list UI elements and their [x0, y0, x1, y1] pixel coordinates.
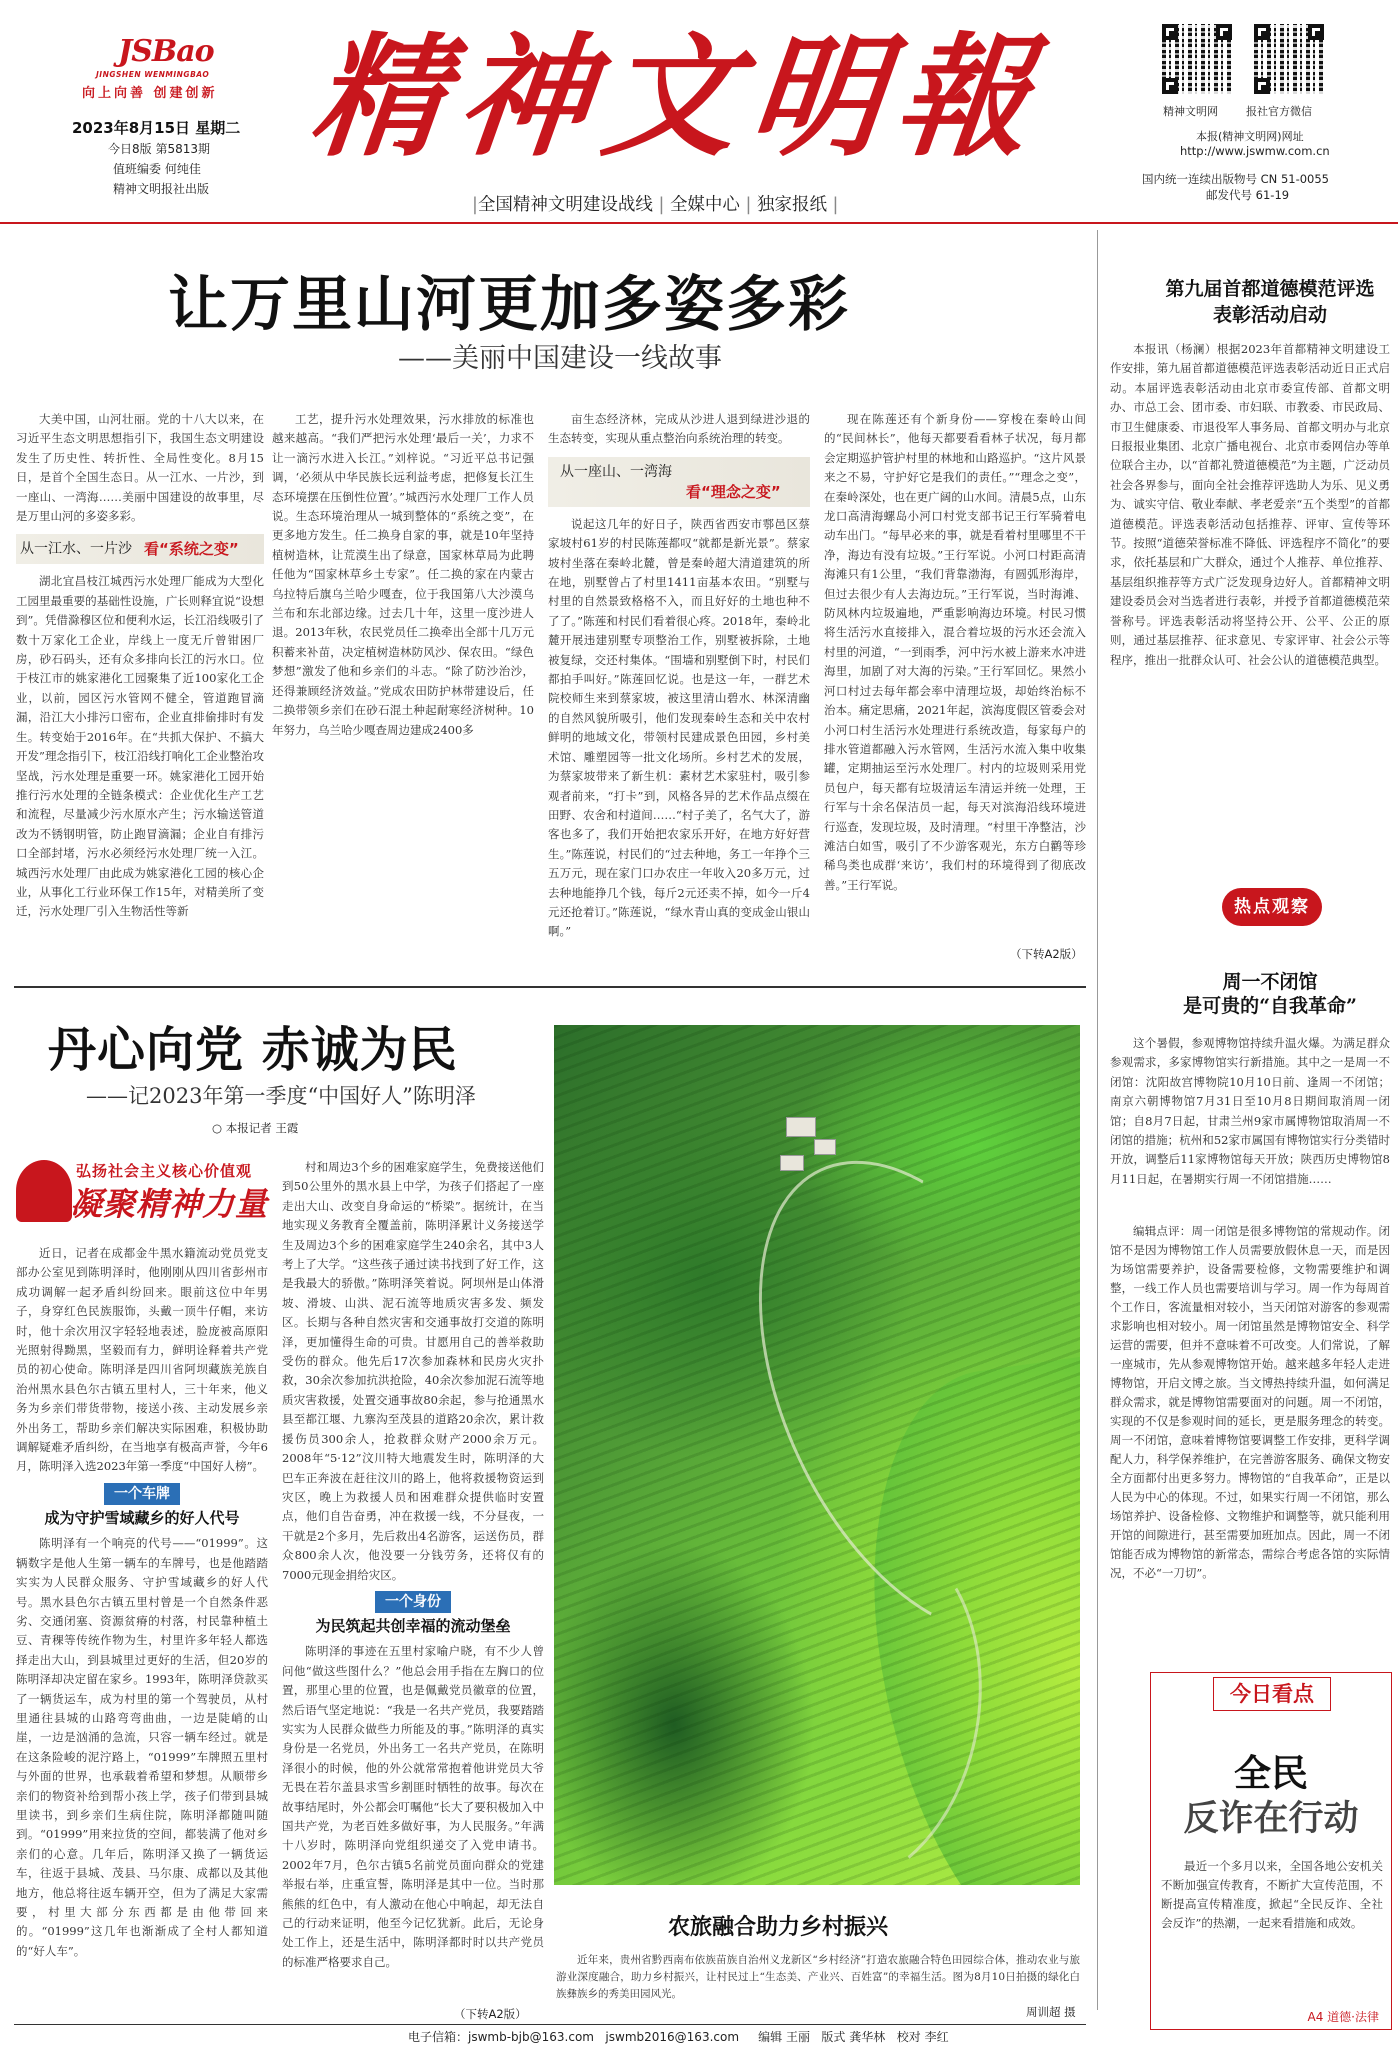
- banner-line2: 凝聚精神力量: [70, 1185, 269, 1223]
- lead-paragraph: 现在陈莲还有个新身份——穿梭在秦岭山间的“民间林长”，他每天都要看看林子状况，每月都会定期巡护管护村里的林地和山路巡护。“这片风景来之不易，守护好它是我们的责任。”“理念之变”，在秦岭深处，也在更广阔的山水间。清晨5点，山东龙口高清海螺岛小河口村党支部书记王行军骑着电动车出门。“每早必来的事，就是看着村里哪里不干净，海边有没有垃圾。”王行军说。小河口村距高清海滩只有1公里，“我们背靠渤海，有圆弧形海岸，但过去很少有人去海边玩。”王行军说，当时海滩、防风林内垃圾遍地，严重影响海边环境。村民习惯将生活污水直接排入，混合着垃圾的污水还会流入村里的河道，“一到雨季，河中污水被上游来水冲进海里，加剧了对大海的污染。”王行军回忆。果然小河口村过去每年都会率中清理垃圾，却始终治标不治本。痛定思痛，2021年起，滨海度假区管委会对小河口村生活污水处理进行系统改造，每家每户的排水管道都融入污水管网，生活污水流入集中收集罐，定期抽运至污水处理厂。村内的垃圾则采用党员包户，每天都有垃圾清运车清运并统一处理，王行军与十余名保洁员一起，每天对滨海沿线环境进行巡查，发现垃圾，及时清理。“村里干净整洁，沙滩洁白如雪，吸引了不少游客观光，东方白鹳等珍稀鸟类也成群‘来访’，我们村的环境得到了彻底改善。”王行军说。: [824, 412, 1086, 892]
- proof-label: 校对: [896, 2030, 921, 2044]
- proof-name: 李红: [924, 2030, 949, 2044]
- email-2[interactable]: jswmb2016@163.com: [605, 2030, 740, 2044]
- lead-paragraph: 亩生态经济林，完成从沙进人退到绿进沙退的生态转变，实现从重点整治向系统治理的转变。: [548, 412, 810, 446]
- second-paragraph: 陈明泽的事迹在五里村家喻户晓，有不少人曾问他“做这些图什么？”他总会用手指在左胸口的位置，那里心里的位置，也是佩戴党员徽章的位置，然后语气坚定地说：“我是一名共产党员，我要踏踏实实为人民群众做些力所能及的事。”陈明泽的真实身份是一名党员，外出务工一名共产党员，在陈明泽很小的时候，他的外公就常常抱着他讲党员大爷无畏在若尔盖县求雪乡割匪时牺牲的故事。每次在故事结尾时，外公都会叮嘱他“长大了要积极加入中国共产党，为老百姓多做好事，为人民服务。”年满十八岁时，陈明泽向党组织递交了入党申请书。2002年7月，色尔古镇5名前党员面向群众的党建举报右举，庄重宣誓，陈明泽是其中一位。当时那熊熊的红色中，有人激动在他心中响起，却无法自己的行动来证明，他至今记忆犹新。此后，无论身处工作上，还是生活中，陈明泽都时时以共产党员的标准严格要求自己。: [282, 1644, 544, 1969]
- subhead-b: 为民筑起共创幸福的流动堡垒: [315, 1616, 511, 1635]
- second-subhead: ——记2023年第一季度“中国好人”陈明泽: [86, 1084, 476, 1108]
- lead-continued: （下转A2版）: [1010, 947, 1083, 961]
- site-url[interactable]: http://www.jswmw.com.cn: [1180, 144, 1330, 158]
- lead-paragraph: 说起这几年的好日子，陕西省西安市鄠邑区蔡家坡村61岁的村民陈莲都叹“就都是新光景”。蔡家坡村坐落在秦岭北麓，曾是秦岭超大清道建筑的所在地，别墅曾占了村里1411亩基本农田。“别墅与村里的自然景致格格不入，而且好好的土地也种不了了。”陈莲和村民们看着很心疼。2018年，秦岭北麓开展违建别墅专项整治工作，别墅被拆除，土地被复绿，交还村集体。“围墙和别墅倒下时，村民们都拍手叫好。”陈莲回忆说。也是这一年，一群艺术院校师生来到蔡家坡，被这里清山碧水、林深清幽的自然风貌所吸引，他们发现秦岭生态和关中农村鲜明的地域文化，带领村民建成景色田园，乡村美术馆、雕塑园等一批文化场所。乡村艺术的发展，为蔡家坡带来了新生机：素材艺术家驻村，吸引参观者前来，“打卡”到，风格各异的艺术作品点缀在田野、农舍和村道间……“村子美了，名气大了，游客也多了，我们开始把农家乐开好，在地方好好营生。”陈莲说，村民们的“过去种地，务工一年挣个三五万元，现在家门口办农庄一年收入20多万元，过去种地能挣几个钱，每斤2元还卖不掉，如今一斤4元还抢着订。”陈莲说，“绿水青山真的变成金山银山啊。”: [548, 516, 810, 939]
- kicker-concept: [548, 457, 810, 507]
- kicker-b: 看“理念之变”: [686, 482, 781, 501]
- lead-col-4: [824, 410, 1086, 945]
- landscape-photo: [554, 1025, 1080, 1885]
- lead-paragraph: 湖北宜昌枝江城西污水处理厂能成为大型化工园里最重要的基础性设施，广长则释宜说“设想到”。凭借滁穆区位和便利水运，长江沿线吸引了数十万家化工企业，岸线上一度无斤曾钳困厂房，砂石码头，还有众多排向长江的污水口。位于枝江市的姚家港化工园聚集了近100家化工企业，以前，园区污水管网不健全，管道跑冒滴漏，沿江大小排污口密布，企业直排偷排时有发生。转变始于2016年。在“共抓大保护、不搞大开发”理念指引下，枝江沿线打响化工企业整治攻坚战，污水处理是重要一环。姚家港化工园开始推行污水处理的全链条模式：企业优化生产工艺和流程，尽量减少污水原水产生；污水输送管道改为不锈钢明管，防止跑冒滴漏；企业自有排污口全部封堵，污水必须经污水处理厂统一入江。城西污水处理厂由此成为姚家港化工园的核心企业，从事化工行业环保工作15年，对精美所了变迁，污水处理厂引入生物活性等新: [16, 574, 264, 919]
- top-nav: |全国精神文明建设战线 | 全媒中心 | 独家报纸 |: [472, 195, 839, 215]
- nav-item[interactable]: 全媒中心: [669, 195, 740, 215]
- lead-paragraph: 大美中国，山河壮丽。党的十八大以来，在习近平生态文明思想指引下，我国生态文明建设发生了历史性、转折性、全局性变化。8月15日，是首个全国生态日。从一江水、一片沙，到一座山、一湾海……美丽中国建设的故事里，尽是万里山河的多姿多彩。: [16, 412, 264, 524]
- qr-code-wechat[interactable]: [1254, 24, 1324, 94]
- date-line: 2023年8月15日 星期二: [72, 119, 241, 137]
- photo-house: [786, 1117, 816, 1137]
- footer-rule: [14, 2024, 1086, 2025]
- today-box: [1150, 1672, 1392, 2030]
- publisher: 精神文明报社出版: [113, 182, 210, 196]
- lead-col-2: [272, 410, 534, 955]
- photo-caption-title: 农旅融合助力乡村振兴: [668, 1914, 889, 1940]
- sidebar-top-body: 本报讯（杨澜）根据2023年首都精神文明建设工作安排，第九届首都道德模范评选表彰活动近日正式启动。本届评选表彰活动由北京市委宣传部、首都文明办、市总工会、团市委、市妇联、市教委、市民政局、市卫生健康委、市退役军人事务局、首都文明办与北京日报报业集团、北京广播电视台、北京市委网信办等单位联合主办，以“首都礼赞道德模范”为主题，广泛动员社会各界参与，面向全社会推荐评选助人为乐、见义勇为、诚实守信、敬业奉献、孝老爱亲“五个类型”的首都道德模范。评选表彰活动包括推荐、评审、宣传等环节。按照“道德荣誉标准不降低、评选程序不简化”的要求，依托基层和广大群众，通过个人推荐、单位推荐、基层组织推荐等方式广泛发现身边好人。首都精神文明建设委员会对当选者进行表彰，并授予首都道德模范荣誉称号。评选表彰活动将坚持公开、公平、公正的原则，通过基层推荐、征求意见、专家评审、社会公示等程序，推出一批群众认可、社会公认的道德模范典型。: [1110, 342, 1390, 667]
- layout-name: 龚华林: [849, 2030, 886, 2044]
- banner-line1: 弘扬社会主义核心价值观: [76, 1162, 253, 1180]
- logo-pinyin: JINGSHEN WENMINGBAO: [96, 70, 210, 79]
- kicker-b: 看“系统之变”: [144, 540, 239, 559]
- sidebar-top-headline: 第九届首都道德模范评选表彰活动启动: [1165, 278, 1375, 326]
- qr-code-website[interactable]: [1162, 24, 1232, 94]
- op-body: 这个暑假，参观博物馆持续升温火爆。为满足群众参观需求，多家博物馆实行新措施。其中之一是周一不闭馆：沈阳故宫博物院10月10日前、逢周一不闭馆；南京六朝博物馆7月31日至10月8日期间取消周一闭馆；自8月7日起，甘肃兰州9家市属博物馆取消周一不闭馆的措施；杭州和52家市属国有博物馆实行分类错时开放，调整后11家博物馆每天开放；陕西历史博物馆8月11日起，在暑期实行周一不闭馆措施……: [1110, 1036, 1390, 1186]
- edition-line: 今日8版 第5813期: [108, 142, 210, 156]
- footer: [408, 2028, 949, 2045]
- today-head2: 反诈在行动: [1183, 1798, 1359, 1839]
- subhead-a: 成为守护雪域藏乡的好人代号: [44, 1508, 240, 1527]
- lead-subhead: ——美丽中国建设一线故事: [398, 343, 722, 374]
- nav-item[interactable]: 独家报纸: [756, 195, 827, 215]
- slogan: 向上向善 创建创新: [82, 86, 218, 101]
- kicker-a: 从一江水、一片沙: [20, 541, 132, 558]
- masthead-title: 精神文明報: [304, 20, 1051, 175]
- hot-tag-badge: 热点观察: [1222, 888, 1322, 926]
- second-paragraph: 陈明泽有一个响亮的代号——“01999”。这辆数字是他人生第一辆车的车牌号，也是他踏踏实实为人民群众服务、守护雪域藏乡的好人代号。黑水县色尔古镇五里村曾是一个自然条件恶劣、交通闭塞、资源贫瘠的村落，村民靠种植土豆、青稞等传统作物为生，村里许多年轻人都选择走出大山，到县城里过更好的生活，但20岁的陈明泽却决定留在家乡。1993年，陈明泽贷款买了一辆货运车，成为村里的第一个驾驶员，从村里通往县城的山路弯弯曲曲，一边是陡峭的山崖，一边是汹涌的急流，只容一辆车经过。就是在这条险峻的泥泞路上，“01999”车牌照五里村与外面的世界，也承载着希望和梦想。从顺带乡亲们的物资补给到帮小孩上学，孩子们带到县城里读书，到乡亲们生病住院，陈明泽都随叫随到。“01999”用来拉货的空间，都装满了他对乡亲们的心意。几年后，陈明泽又换了一辆货运车，往返于县城、茂县、马尔康、成都以及其他地方，他总将往返车辆开空，但为了满足大家需要，村里大部分东西都是由他带回来的。“01999”这几年也渐渐成了全村人都知道的“好人车”。: [16, 1536, 268, 1958]
- email-label: 电子信箱：: [408, 2030, 469, 2044]
- cn-number: 国内统一连续出版物号 CN 51-0055: [1142, 172, 1329, 186]
- values-banner: [16, 1158, 268, 1236]
- photo-house: [780, 1155, 804, 1171]
- masthead-rule: [0, 222, 1398, 224]
- lead-col-1: [16, 410, 264, 955]
- second-byline: ○ 本报记者 王霞: [212, 1121, 299, 1135]
- lead-col-3: [548, 410, 810, 955]
- lead-headline: 让万里山河更加多姿多彩: [168, 270, 850, 340]
- section-tag: 一个身份: [375, 1591, 451, 1613]
- photo-caption-text: 近年来，贵州省黔西南布依族苗族自治州义龙新区“乡村经济”打造农旅融合特色田园综合体，推动农业与旅游业深度融合，助力乡村振兴，让村民过上“生态美、产业兴、百姓富”的幸福生活。图为8月10日拍摄的绿化白族彝族乡的秀美田园风光。: [556, 1954, 1080, 2000]
- email-1[interactable]: jswmb-bjb@163.com: [468, 2030, 594, 2044]
- postal-code: 邮发代号 61-19: [1206, 188, 1290, 202]
- kicker-system: [16, 534, 264, 564]
- duty-editor: 值班编委 何纯佳: [113, 162, 201, 176]
- section-divider: [14, 986, 1086, 988]
- fist-icon: [16, 1160, 72, 1222]
- tag-plate: [16, 1483, 268, 1505]
- editor-label: 编辑: [758, 2030, 783, 2044]
- section-tag: 一个车牌: [104, 1483, 180, 1505]
- photo-house: [814, 1139, 836, 1155]
- today-label: 今日看点: [1213, 1677, 1331, 1711]
- second-continued: （下转A2版）: [454, 2007, 527, 2021]
- second-paragraph: 村和周边3个乡的困难家庭学生，免费接送他们到50公里外的黑水县上中学，为孩子们搭起了一座走出大山、改变自身命运的“桥梁”。据统计，在当地实现义务教育全覆盖前，陈明泽累计义务接送学生及周边3个乡的困难家庭学生240余名，其中3人考上了大学。“这些孩子通过读书找到了好工作，这是我最大的骄傲。”陈明泽笑着说。阿坝州是山体滑坡、滑坡、山洪、泥石流等地质灾害多发、频发区。长期与各种自然灾害和交通事故打交道的陈明泽，更加懂得生命的可贵。甘愿用自己的善举救助受伤的群众。他先后17次参加森林和民房火灾扑救，30余次参加抗洪抢险，40余次参加泥石流等地质灾害救援，处置交通事故80余起，参与抢通黑水县至都江堰、九寨沟至茂县的道路20余次，累计救援伤员300余人，抢救群众财产2000余万元。2008年“5·12”汶川特大地震发生时，陈明泽的大巴车正奔波在赶往汶川的路上，他将救援物资运到灾区，晚上为救援人员和困难群众提供临时安置点，他们自告奋勇，冲在救援一线，不分昼夜，一干就是2个多月，先后救出4名游客，运送伤员，群众800余人次，他没要一分钱劳务，还将仅有的7000元现金捐给灾区。: [282, 1160, 544, 1582]
- layout-label: 版式: [821, 2030, 846, 2044]
- second-headline: 丹心向党 赤诚为民: [48, 1022, 458, 1078]
- op-editor-note: 编辑点评：周一闭馆是很多博物馆的常规动作。闭馆不是因为博物馆工作人员需要放假休息一天，而是因为场馆需要养护，设备需要检修，文物需要维护和调整，一线工作人员也需要培训与学习。周一作为每周首个工作日，客流量相对较小，当天闭馆对游客的参观需求影响也相对较小。周一闭馆虽然是博物馆安全、科学运营的需要，但并不意味着不可改变。人们常说，了解一座城市，先从参观博物馆开始。越来越多年轻人走进博物馆，开启文博之旅。当文博热持续升温，如何满足群众需求，就是博物馆需要面对的问题。周一不闭馆，实现的不仅是参观时间的延长，更是服务理念的转变。周一不闭馆，意味着博物馆要调整工作安排，更科学调配人力，科学保养维护，在完善游客服务、确保文物安全方面都付出更多努力。博物馆的“自我革命”，正是以人民为中心的体现。不过，如果实行周一不闭馆，那么场馆养护、设备检修、文物维护和调整等，就只能利用开馆的间隙进行，甚至需要加班加点。因此，周一不闭馆能否成为博物馆的新常态，需综合考虑各馆的实际情况，不必“一刀切”。: [1110, 1224, 1390, 1580]
- masthead: [0, 0, 1398, 215]
- logo-mark: JSBao: [118, 34, 214, 69]
- nav-item[interactable]: 全国精神文明建设战线: [477, 195, 653, 215]
- today-head1: 全民: [1234, 1751, 1308, 1795]
- today-body: 最近一个多月以来，全国各地公安机关不断加强宣传教育，不断扩大宣传范围，不断提高宣传精准度，掀起“全民反诈、全社会反诈”的热潮，一起来看措施和成效。: [1161, 1859, 1383, 1930]
- tag-identity: [282, 1591, 544, 1613]
- hot-tag: [1222, 888, 1322, 926]
- editor-name: 王丽: [785, 2030, 810, 2044]
- op-headline: 周一不闭馆 是可贵的“自我革命”: [1183, 971, 1357, 1017]
- kicker-a: 从一座山、一湾海: [560, 463, 672, 480]
- today-ref[interactable]: A4 道德·法律: [1307, 2010, 1379, 2024]
- second-col-a: [16, 1244, 268, 2018]
- qr1-label: 精神文明网: [1163, 105, 1218, 118]
- photo-credit: 周训超 摄: [1026, 2005, 1076, 2019]
- second-col-b: [282, 1158, 544, 2018]
- qr2-label: 报社官方微信: [1246, 105, 1312, 118]
- second-paragraph: 近日，记者在成都金牛黑水籍流动党员党支部办公室见到陈明泽时，他刚刚从四川省彭州市成功调解一起矛盾纠纷回来。眼前这位中年男子，身穿红色民族服饰，头戴一顶牛仔帽，来访时，他十余次用汉字轻轻地表述，脸庞被高原阳光照射得黝黑，坚毅而有力，鲜明诠释着共产党员的初心使命。陈明泽是四川省阿坝藏族羌族自治州黑水县色尔古镇五里村人，三十年来，他义务为乡亲们带货带物，接送小孩、主动发展乡亲外出务工，帮助乡亲们解决实际困难，积极协助调解疑难矛盾纠纷，在当地享有极高声誉，今年6月，陈明泽入选2023年第一季度“中国好人榜”。: [16, 1246, 268, 1474]
- site-line: 本报(精神文明网)网址: [1196, 130, 1304, 143]
- sidebar-divider: [1097, 230, 1098, 2010]
- lead-paragraph: 工艺，提升污水处理效果，污水排放的标准也越来越高。“我们严把污水处理‘最后一关’，力求不让一滴污水进入长江。”刘梓说。“习近平总书记强调，‘必须从中华民族长远利益考虑，把修复长江生态环境摆在压倒性位置’。”城西污水处理厂工作人员说。生态环境治理从一城到整体的“系统之变”，在更多地方发生。任二换身自家的事，就是10年坚持植树造林，让荒漠生出了绿意，国家林草局为此聘任他为“国家林草乡土专家”。任二换的家在内蒙古乌拉特后旗乌兰哈少嘎查，位于我国第八大沙漠乌兰布和东北部边缘。过去几十年，这里一度沙进人退。2013年秋，农民党员任二换牵出全部十几万元积蓄来补苗，决定植树造林防风沙、保农田。“绿色梦想”激发了他和乡亲们的斗志。“除了防沙治沙，还得兼顾经济效益。”党成农田防护林带建设后，任二换带领乡亲们在砂石混土种起耐寒经济树种。10年努力，乌兰哈少嘎查周边建成2400多: [272, 412, 534, 737]
